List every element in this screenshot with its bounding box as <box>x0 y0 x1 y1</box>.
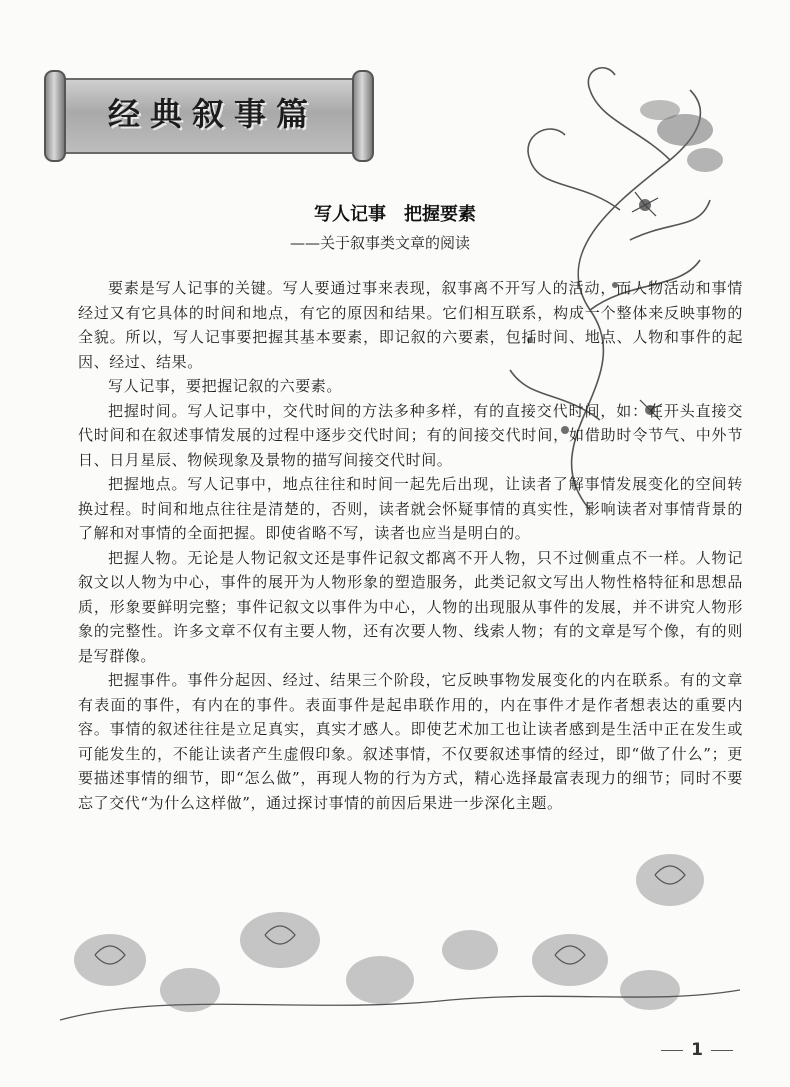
article-title: 写人记事 把握要素 <box>314 204 476 225</box>
paragraph: 把握事件。事件分起因、经过、结果三个阶段，它反映事物发展变化的内在联系。有的文章有表面的事件，有内在的事件。表面事件是起串联作用的，内在事件才是作者想表达的重要内容。事情的叙述往往是立足真实，真实才感人。即使艺术加工也让读者感到是生活中正在发生或可能发生的，不能让读者产生虚假印象。叙述事情，不仅要叙述事情的经过，即“做了什么”；更要描述事情的细节，即“怎么做”，再现人物的行为方式，精心选择最富表现力的细节；同时不要忘了交代“为什么这样做”，通过探讨事情的前因后果进一步深化主题。 <box>78 671 743 812</box>
paragraph: 把握人物。无论是人物记叙文还是事件记叙文都离不开人物，只不过侧重点不一样。人物记叙文以人物为中心，事件的展开为人物形象的塑造服务，此类记叙文写出人物性格特征和思想品质，形象要鲜明完整；事件记叙文以事件为中心，人物的出现服从事件的发展，并不讲究人物形象的完整性。许多文章不仅有主要人物，还有次要人物、线索人物；有的文章是写个像，有的则是写群像。 <box>78 548 743 665</box>
page-number <box>652 1040 742 1060</box>
page-number-value: 1 <box>691 1040 703 1060</box>
section-title: 经典叙事篇 <box>107 95 318 133</box>
paragraph: 要素是写人记事的关键。写人要通过事来表现，叙事离不开写人的活动，而人物活动和事情经过又有它具体的时间和地点，有它的原因和结果。它们相互联系，构成一个整体来反映事物的全貌。所以，写人记事要把握其基本要素，即记叙的六要素，包括时间、地点、人物和事件的起因、经过、结果。 <box>78 279 743 371</box>
dash-left <box>661 1050 683 1051</box>
dash-right <box>711 1050 733 1051</box>
article-body <box>78 276 743 815</box>
paragraph: 把握地点。写人记事中，地点往往和时间一起先后出现，让读者了解事情发展变化的空间转换过程。时间和地点往往是清楚的，否则，读者就会怀疑事情的真实性，影响读者对事情背景的了解和对事情的全面把握。即使省略不写，读者也应当是明白的。 <box>78 475 743 542</box>
paragraph: 把握时间。写人记事中，交代时间的方法多种多样，有的直接交代时间，如：在开头直接交代时间和在叙述事情发展的过程中逐步交代时间；有的间接交代时间，如借助时令节气、中外节日、日月星辰、物候现象及景物的描写间接交代时间。 <box>78 401 743 469</box>
scroll-roll-left <box>44 70 66 162</box>
paragraph: 写人记事，要把握记叙的六要素。 <box>108 377 343 395</box>
rose-border-icon <box>50 840 740 1030</box>
section-title-banner <box>44 70 374 158</box>
article-subtitle: ——关于叙事类文章的阅读 <box>290 234 471 252</box>
